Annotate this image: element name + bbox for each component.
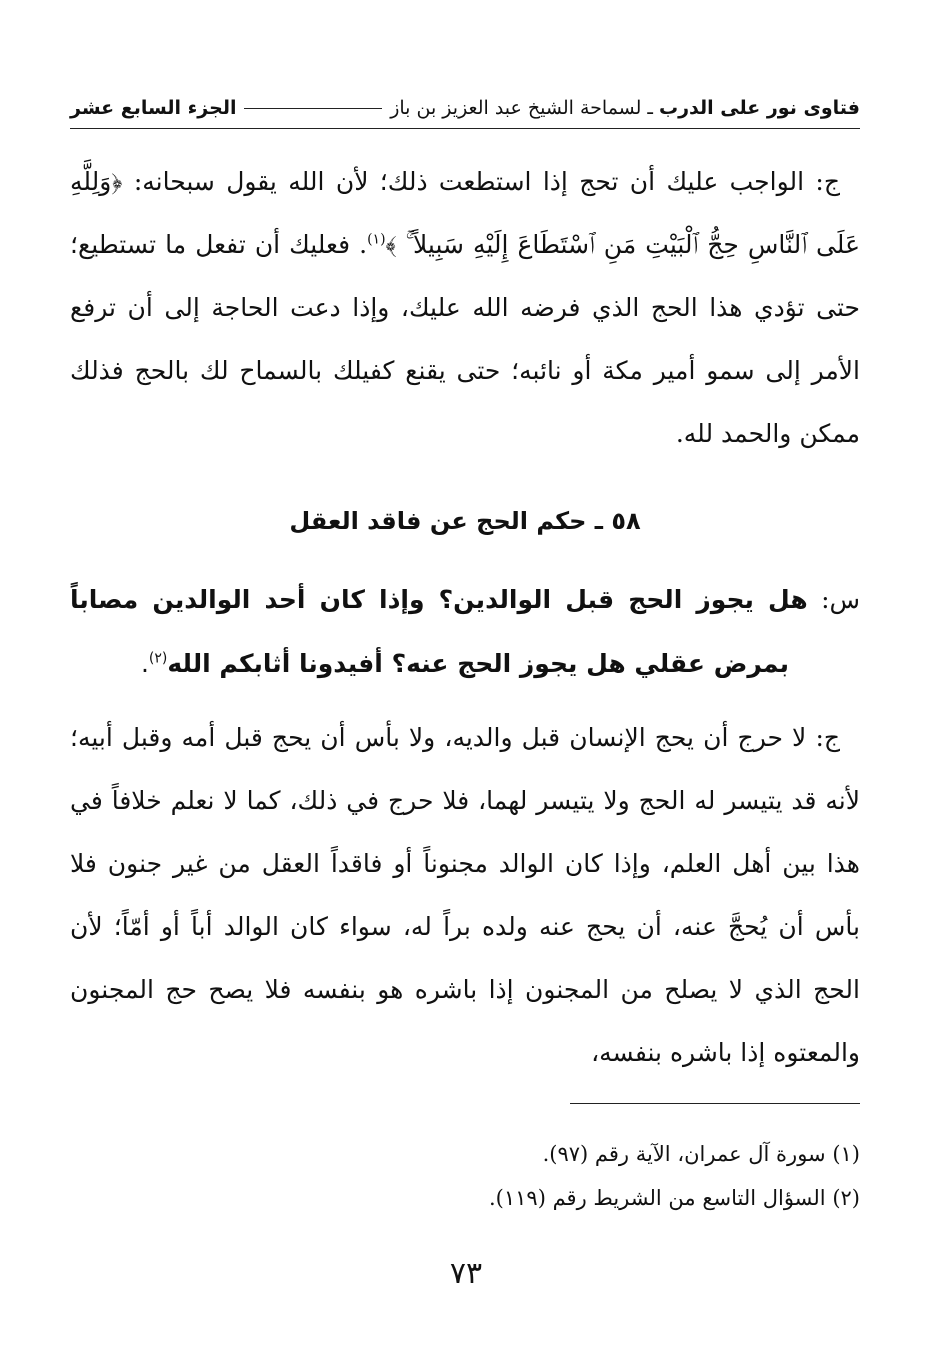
question-paragraph: [70, 568, 860, 696]
quran-verse: ﴿وَلِلَّهِ عَلَى ٱلنَّاسِ حِجُّ ٱلْبَيْتِ مَنِ ٱسْتَطَاعَ إِلَيْهِ سَبِيلاً ۚ ﴾: [70, 167, 860, 259]
footnotes: [70, 1132, 860, 1220]
answer-1-text-b: . فعليك أن تفعل ما تستطيع؛ حتى تؤدي هذا الحج الذي فرضه الله عليك، وإذا دعت الحاجة إلى أن ترفع الأمر إلى سمو أمير مكة أو نائبه؛ حتى يقنع كفيلك بالسماح لك بالحج فذلك ممكن والحمد لله.: [70, 230, 860, 448]
section-number: ٥٨: [611, 507, 641, 535]
header-separator: ـ: [647, 97, 653, 119]
section-dash: ـ: [594, 507, 603, 535]
footnote-2: (٢) السؤال التاسع من الشريط رقم (١١٩).: [488, 1186, 860, 1210]
answer-paragraph-1: [70, 150, 860, 465]
running-header: [70, 88, 860, 129]
question-label: س:: [821, 585, 861, 614]
question-end: .: [140, 649, 149, 678]
answer-2-label: ج:: [815, 723, 841, 752]
question-footnote-ref: (٢): [148, 650, 168, 667]
section-title: حكم الحج عن فاقد العقل: [289, 507, 587, 535]
header-author: لسماحة الشيخ عبد العزيز بن باز: [390, 97, 642, 119]
answer-1-label: ج:: [815, 167, 840, 196]
header-part: الجزء السابع عشر: [70, 97, 237, 119]
answer-2-text: لا حرج أن يحج الإنسان قبل والديه، ولا بأس أن يحج قبل أمه وقبل أبيه؛ لأنه قد يتيسر له الحج ولا يتيسر لهما، فلا حرج في ذلك، كما لا نعلم خلافاً في هذا بين أهل العلم، وإذا كان الوالد مجنوناً أو فاقداً العقل من غير جنون فلا بأس أن يُحجَّ عنه، أن يحج عنه ولده براً له، سواء كان الوالد أباً أو أمّاً؛ لأن الحج الذي لا يصلح من المجنون إذا باشره هو بنفسه فلا يصح حج المجنون والمعتوه إذا باشره بنفسه،: [70, 723, 860, 1067]
answer-1-text-a: الواجب عليك أن تحج إذا استطعت ذلك؛ لأن الله يقول سبحانه:: [133, 167, 805, 196]
header-rule: [244, 108, 382, 109]
footnote-1: (١) سورة آل عمران، الآية رقم (٩٧).: [542, 1142, 860, 1166]
question-text: هل يجوز الحج قبل الوالدين؟ وإذا كان أحد الوالدين مصاباً بمرض عقلي هل يجوز الحج عنه؟ أفيدونا أثابكم الله: [70, 585, 808, 678]
page-number: ٧٣: [449, 1256, 483, 1291]
section-heading: [70, 496, 860, 546]
header-book-title: فتاوى نور على الدرب: [659, 97, 860, 119]
answer-paragraph-2: [70, 706, 860, 1084]
footnote-rule: [570, 1103, 860, 1104]
verse-footnote-ref: (١): [367, 231, 386, 248]
